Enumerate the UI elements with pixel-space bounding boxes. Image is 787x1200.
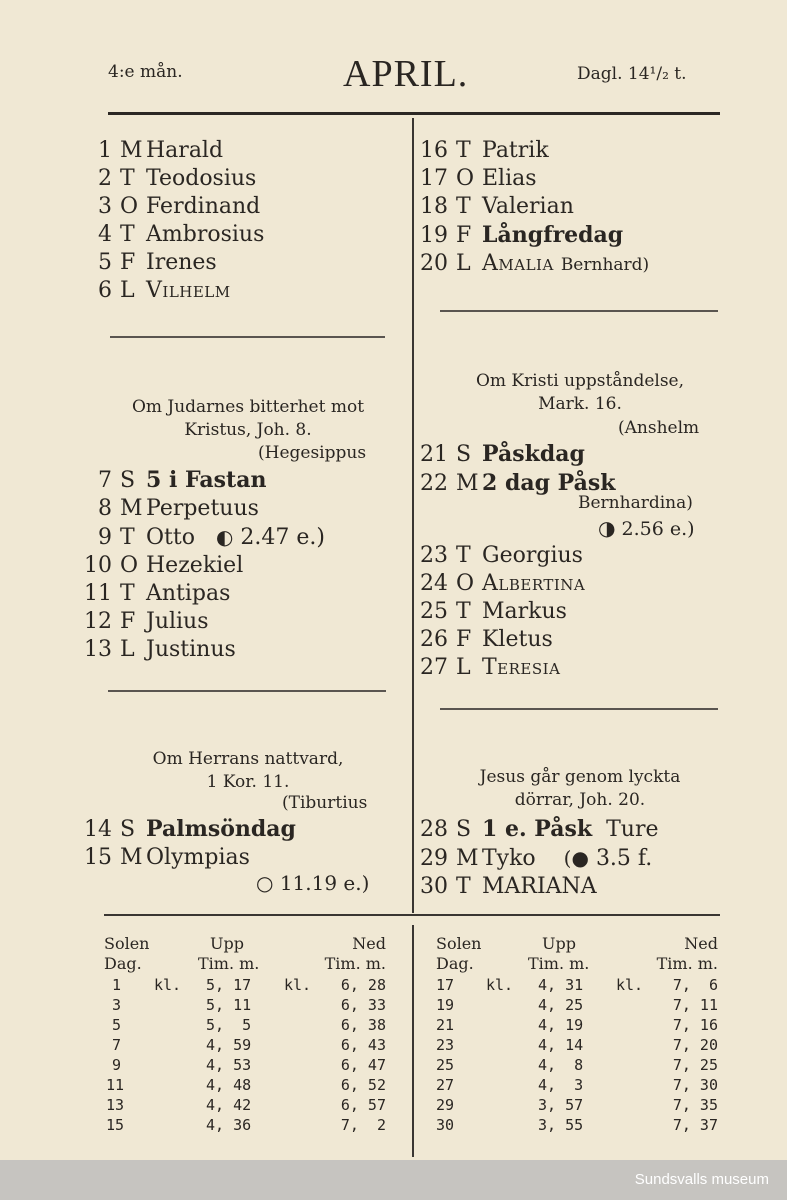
header-rule xyxy=(108,112,720,115)
day-entry: 7 S 5 i Fastan xyxy=(98,467,267,493)
sermon-heading: Jesus går genom lyckta dörrar, Joh. 20. xyxy=(479,767,681,810)
moon-phase: ◑ 2.56 e.) xyxy=(598,516,695,540)
table-row: 27 4, 3 7, 30 xyxy=(436,1076,718,1094)
sermon-heading: Om Kristi uppståndelse, Mark. 16. xyxy=(475,371,685,414)
column-divider xyxy=(412,118,414,913)
day-entry: 22 M 2 dag Påsk xyxy=(420,470,616,496)
table-row: 15 4, 36 7, 2 xyxy=(106,1116,386,1134)
moon-phase-icon: ◑ xyxy=(598,516,616,540)
moon-phase-icon: ◐ xyxy=(215,525,234,549)
table-row: 3 5, 11 6, 33 xyxy=(112,996,386,1014)
name-of-day: Bernhardina) xyxy=(578,493,693,513)
sun-table-left xyxy=(104,975,386,1135)
day-entry: 20 L Amalia Bernhard) xyxy=(420,251,650,276)
name-of-day: (Hegesippus xyxy=(258,443,367,463)
table-row: 13 4, 42 6, 57 xyxy=(106,1096,386,1114)
day-entry: 4 T Ambrosius xyxy=(98,222,265,247)
sun-table-right xyxy=(436,975,718,1135)
day-entry: 24 O Albertina xyxy=(420,571,586,596)
table-row: 25 4, 8 7, 25 xyxy=(436,1056,718,1074)
week1-list xyxy=(82,137,264,305)
name-of-day: (Anshelm xyxy=(618,418,700,438)
sun-column-divider xyxy=(412,925,414,1157)
table-row: 30 3, 55 7, 37 xyxy=(436,1116,718,1134)
week2-list xyxy=(82,466,325,664)
day-entry: 11 T Antipas xyxy=(84,581,231,606)
day-entry: 26 F Kletus xyxy=(420,627,553,652)
moon-phase: ○ 11.19 e.) xyxy=(256,871,370,895)
day-entry: 12 F Julius xyxy=(84,609,209,634)
week4-list xyxy=(418,440,615,498)
day-entry: 8 M Perpetuus xyxy=(98,496,259,521)
day-entry: 28 S 1 e. Påsk Ture xyxy=(420,816,659,842)
day-entry: 14 S Palmsöndag xyxy=(84,816,296,842)
day-entry: 15 M Olympias xyxy=(84,845,250,870)
table-row: 21 4, 19 7, 16 xyxy=(436,1016,718,1034)
day-entry: 3 O Ferdinand xyxy=(98,194,261,219)
page-title: APRIL. xyxy=(343,53,469,95)
week5-list xyxy=(82,815,296,872)
table-row: 5 5, 5 6, 38 xyxy=(112,1016,386,1034)
museum-credit: Sundsvalls museum xyxy=(634,1171,769,1188)
day-entry: 6 L Vilhelm xyxy=(98,278,231,303)
sun-table-header: Solen Upp Ned Dag. Tim. m. Tim. m. xyxy=(104,934,386,973)
table-row: 1 kl. 5, 17 kl. 6, 28 xyxy=(112,976,386,994)
week6-list xyxy=(418,815,659,901)
day-entry: 27 L Teresia xyxy=(420,655,561,680)
table-row: 17 kl. 4, 31 kl. 7, 6 xyxy=(436,976,718,994)
day-entry: 9 T Otto ◐ 2.47 e.) xyxy=(98,525,325,550)
moon-phase-icon: ○ xyxy=(256,871,274,895)
day-entry: 30 T MARIANA xyxy=(420,874,597,899)
table-row: 23 4, 14 7, 20 xyxy=(436,1036,718,1054)
section-rule xyxy=(110,336,385,338)
section-rule xyxy=(440,708,718,710)
day-entry: 23 T Georgius xyxy=(420,543,583,568)
day-entry: 5 F Irenes xyxy=(98,250,217,275)
sermon-heading: Om Herrans nattvard, 1 Kor. 11. xyxy=(152,749,344,792)
sermon-heading: Om Judarnes bitterhet mot Kristus, Joh. 8. xyxy=(131,397,365,440)
day-entry: 10 O Hezekiel xyxy=(84,553,244,578)
table-row: 11 4, 48 6, 52 xyxy=(106,1076,386,1094)
day-entry: 16 T Patrik xyxy=(420,138,549,163)
table-row: 29 3, 57 7, 35 xyxy=(436,1096,718,1114)
month-number: 4:e mån. xyxy=(108,62,183,82)
day-entry: 13 L Justinus xyxy=(84,637,236,662)
day-entry: 19 F Långfredag xyxy=(420,222,624,248)
day-entry: 18 T Valerian xyxy=(420,194,574,219)
museum-credit-bar xyxy=(0,1160,787,1200)
day-entry: 1 M Harald xyxy=(98,138,224,163)
day-entry: 17 O Elias xyxy=(420,166,537,191)
sun-table-header: Solen Upp Ned Dag. Tim. m. Tim. m. xyxy=(436,934,718,973)
section-rule xyxy=(440,310,718,312)
week3-list xyxy=(418,137,649,279)
daylight-hours: Dagl. 14¹/₂ t. xyxy=(577,64,687,84)
table-row: 19 4, 25 7, 11 xyxy=(436,996,718,1014)
section-rule xyxy=(108,690,386,692)
week4-list-cont xyxy=(418,542,585,682)
name-of-day: (Tiburtius xyxy=(282,793,368,813)
day-entry: 29 M Tyko (● 3.5 f. xyxy=(420,846,653,871)
moon-phase-icon: (● xyxy=(563,846,589,870)
day-entry: 2 T Teodosius xyxy=(98,166,257,191)
day-entry: 21 S Påskdag xyxy=(420,441,585,467)
sun-table-rule xyxy=(104,914,720,916)
day-entry: 25 T Markus xyxy=(420,599,567,624)
table-row: 9 4, 53 6, 47 xyxy=(112,1056,386,1074)
table-row: 7 4, 59 6, 43 xyxy=(112,1036,386,1054)
